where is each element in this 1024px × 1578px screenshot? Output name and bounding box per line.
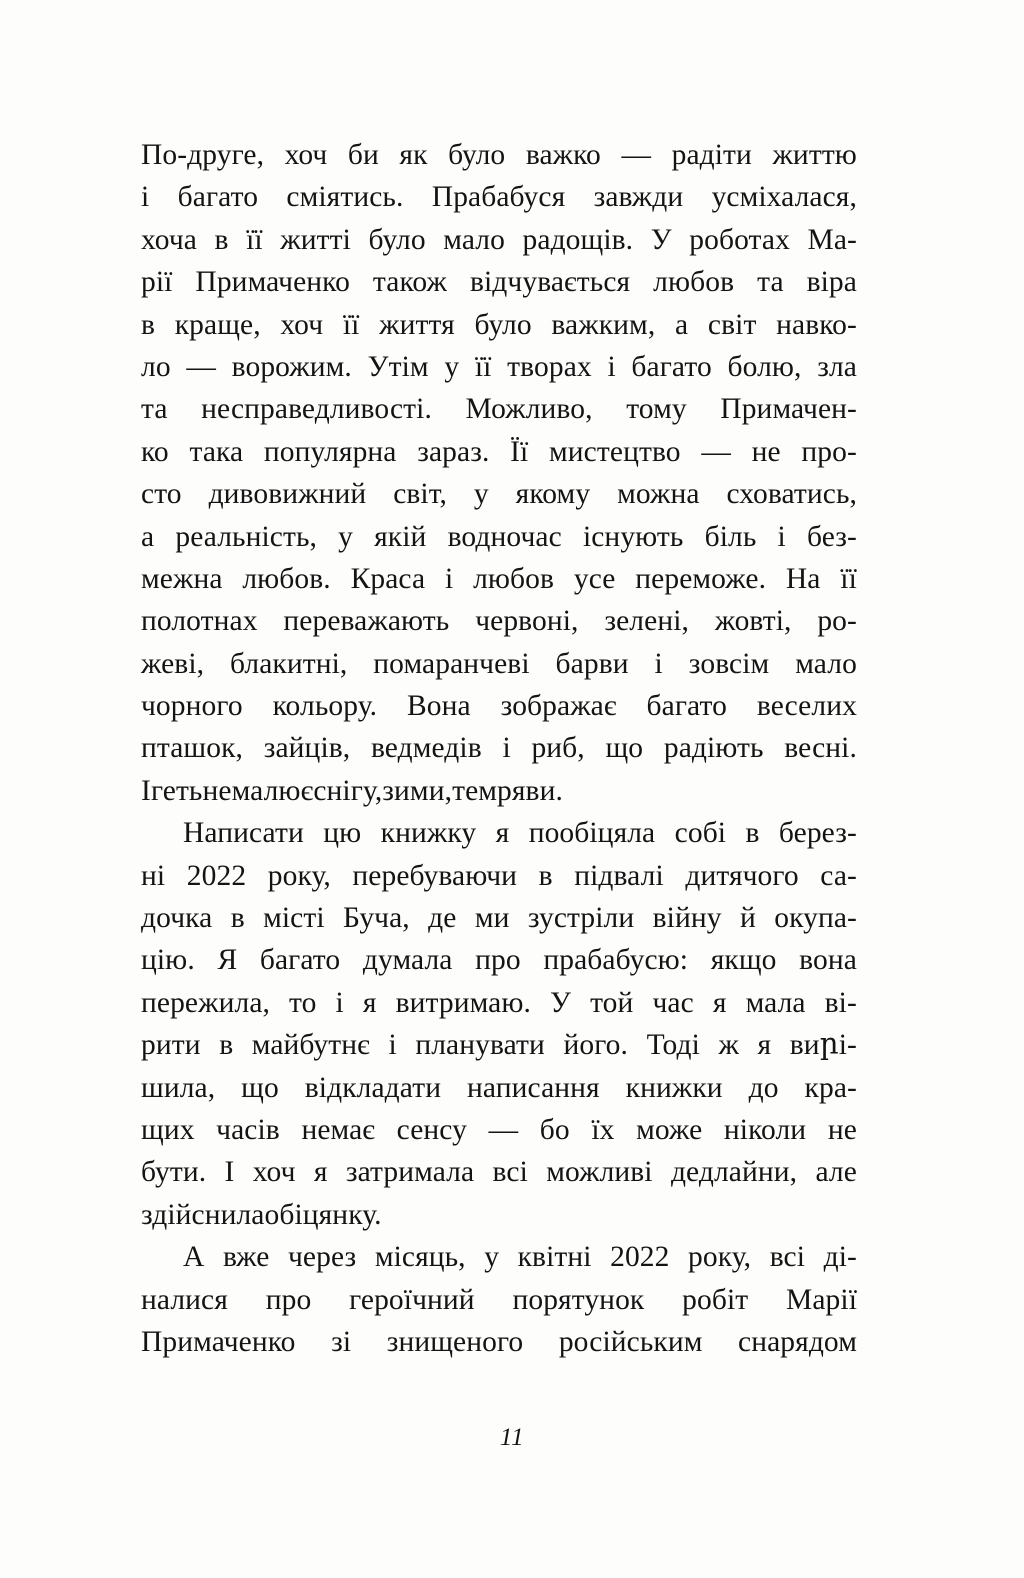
text-line [141,685,857,727]
word: Ма- [807,223,857,256]
text-line [141,812,857,854]
word: місті [263,902,325,935]
word: ві- [824,986,857,1019]
word: цю [323,817,362,850]
word: її [840,562,857,595]
word: любов [653,266,735,299]
word: популярна [263,435,397,468]
word: мистецтво [549,435,681,468]
word: дитячого [685,859,799,892]
word: якій [374,520,427,553]
word: кра- [804,1071,857,1104]
text-line [141,939,857,981]
word: Її [510,435,529,468]
word: у [444,350,460,383]
word: переважають [283,605,450,638]
word: сміятись. [286,181,404,214]
word: якому [515,478,591,511]
word: і [654,647,663,680]
word: написання [467,1071,600,1104]
word: я [712,986,727,1019]
word: було [448,139,506,171]
word: в [230,902,245,935]
word: року, [688,1241,752,1274]
word: сховатись, [726,478,857,511]
word: би [347,139,379,171]
word: мало [795,647,857,680]
word: в [538,859,553,892]
word: що [605,732,644,765]
text-line [141,855,857,897]
text-line [141,261,857,303]
word: переможе. [635,562,767,595]
word: витримаю. [395,986,531,1019]
text-line [141,1024,857,1066]
word: усміхалася, [711,181,857,214]
word: сто [141,478,182,511]
word: Утім [367,350,429,383]
word: житті [280,223,351,256]
word: я [362,986,377,1019]
word: ко [141,435,169,468]
word: зараз. [417,435,490,468]
word: про [475,944,521,977]
word: Можливо, [465,393,593,426]
word: роботах [689,223,790,256]
text-line [141,982,857,1024]
word: але [815,1156,857,1189]
word: а [675,308,689,341]
word: думала [362,944,453,977]
word: може [636,1113,703,1146]
word: У [650,223,672,256]
word: ро- [817,605,857,638]
word: окупа- [774,902,857,935]
word: радощів. [522,223,634,256]
text-line [141,770,857,812]
word: обіцянку. [264,1198,382,1231]
word: зовсім [688,647,770,680]
word: не [827,1113,857,1146]
word: шила, [141,1071,216,1104]
word: робіт [682,1283,749,1316]
word: у [473,478,489,511]
word: любов [473,562,555,595]
word: полотнах [141,605,258,638]
text-line [141,558,857,600]
word: Марії [786,1283,857,1316]
word: важко [525,139,601,171]
word: зображає [500,690,617,723]
word: і [607,350,616,383]
word: вона [799,944,857,977]
text-line [141,176,857,218]
word: про [265,1283,312,1316]
word: ворожим. [231,350,352,383]
word: Буча, [343,902,410,935]
word: снарядом [738,1325,857,1358]
word: жеві, [141,647,205,680]
word: межна [141,562,223,595]
word: помаранчеві [373,647,530,680]
word: можливі [546,1156,653,1189]
text-line [141,134,857,176]
word: творах [507,350,592,383]
text-line [141,219,857,261]
word: тому [626,393,687,426]
word: без- [806,520,857,553]
word: якщо [710,944,777,977]
word: світ, [393,478,447,511]
word: — [488,1113,519,1146]
word: рії [141,266,173,299]
word: планувати [415,1029,545,1062]
word: пережила, [141,986,270,1019]
word: перебуваючи [352,859,518,892]
word: зла [817,350,857,383]
word: кольору. [272,690,378,723]
word: зустріли [527,902,635,935]
text-line [141,516,857,558]
text-line [141,727,857,769]
word: я [313,1156,328,1189]
word: зі [331,1325,352,1358]
word: дивовижний [208,478,367,511]
word: завжди [593,181,684,214]
word: і [388,1029,397,1062]
word: вже [222,1241,270,1274]
word: Примаченко [195,266,350,299]
word: знищеного [386,1325,524,1358]
word: той [590,986,634,1019]
word: було [474,308,532,341]
word: і [335,986,344,1019]
word: пообіцяла [528,817,656,850]
word: також [372,266,447,299]
word: зими, [382,774,453,807]
word: Прабабуся [431,181,566,214]
word: і [444,562,454,595]
word: чорного [141,690,243,723]
word: та [757,266,784,299]
word: їх [591,1113,615,1146]
word: в [141,308,156,341]
word: було [368,223,426,256]
word: виրі- [789,1029,857,1062]
word: 2022 [186,859,247,892]
word: квітні [517,1241,592,1274]
word: у [484,1241,500,1274]
word: Я [217,944,238,977]
word: життю [772,139,857,171]
word: що [241,1071,279,1104]
word: і [141,181,150,214]
word: ді- [823,1241,857,1274]
word: снігу, [313,774,383,807]
word: її [246,223,263,256]
word: до [748,1071,779,1104]
word: затримала [345,1156,475,1189]
text-line [141,388,857,430]
word: всі [492,1156,528,1189]
word: жовті, [714,605,792,638]
word: й [739,902,756,935]
word: малює [231,774,314,807]
word: існують [582,520,684,553]
word: бути. [141,1156,207,1189]
word: як [399,139,428,171]
word: Вона [406,690,471,723]
word: книжки [625,1071,723,1104]
word: де [428,902,457,935]
word: барви [555,647,629,680]
word: собі [674,817,727,850]
word: і [502,732,511,765]
word: реальність, [175,520,317,553]
word: віра [806,266,857,299]
word: 2022 [610,1241,670,1274]
word: Примаченко [141,1325,296,1358]
word: час [652,986,694,1019]
word: місяць, [374,1241,466,1274]
word: несправедливості. [201,393,432,426]
word: можна [617,478,700,511]
word: Краса [350,562,426,595]
word: ніколи [723,1113,807,1146]
word: червоні, [475,605,579,638]
word: краще, [174,308,261,341]
word: підвалі [574,859,664,892]
word: майбутнє [251,1029,370,1062]
word: темряви. [452,774,563,807]
text-line [141,1067,857,1109]
word: світ [707,308,757,341]
word: пташок, [141,732,244,765]
word: са- [820,859,857,892]
word: хоча [141,223,197,256]
word: А [183,1241,205,1274]
word: багато [259,944,341,977]
word: — [621,139,652,171]
word: болю, [727,350,802,383]
word: На [785,562,821,595]
word: через [287,1241,357,1274]
word: а [141,520,155,553]
word: щих [141,1113,195,1146]
text-line [141,1109,857,1151]
word: часів [216,1113,280,1146]
word: І [224,1156,235,1189]
word: дедлайни, [670,1156,798,1189]
word: По-друге, [141,139,265,171]
word: сенсу [396,1113,467,1146]
word: багато [177,181,259,214]
word: блакитні, [230,647,348,680]
word: — [186,350,216,383]
word: радіють [663,732,764,765]
word: всі [769,1241,806,1274]
word: життя [379,308,455,341]
word: про- [801,435,857,468]
word: Примачен- [720,393,857,426]
word: така [189,435,244,468]
word: та [141,393,168,426]
word: в [745,817,760,850]
word: Написати [183,817,304,850]
word: війну [652,902,722,935]
word: в [219,1029,234,1062]
word: Тоді [646,1029,700,1062]
word: року, [267,859,331,892]
word: біль [704,520,757,553]
word: не [751,435,781,468]
word: ведмедів [370,732,482,765]
word: цію. [141,944,195,977]
text-line [141,1279,857,1321]
word: в [214,223,229,256]
text-line [141,600,857,642]
text-line [141,1321,857,1363]
word: усе [573,562,616,595]
text-line [141,1194,857,1236]
word: російським [558,1325,703,1358]
word: хоч [252,1156,296,1189]
text-line [141,1151,857,1193]
word: його. [563,1029,629,1062]
word: її [474,350,492,383]
text-line [141,431,857,473]
word: героїчний [349,1283,475,1316]
word: то [289,986,317,1019]
word: багато [646,690,727,723]
word: я [495,817,510,850]
word: бо [539,1113,570,1146]
word: веселих [756,690,857,723]
word: весні. [784,732,857,765]
text-line [141,346,857,388]
word: зелені, [604,605,689,638]
word: радіти [671,139,752,171]
word: не [202,774,232,807]
word: риб, [531,732,585,765]
text-line [141,897,857,939]
word: здійснила [141,1198,265,1231]
word: мало [443,223,505,256]
word: зайців, [263,732,351,765]
word: ло [141,350,171,383]
word: мала [745,986,806,1019]
text-line [141,473,857,515]
word: порятунок [512,1283,645,1316]
page-body-text [141,134,857,1363]
word: У [550,986,572,1019]
word: її [342,308,360,341]
word: багато [631,350,712,383]
word: І [141,774,151,807]
word: налися [141,1283,228,1316]
word: навко- [776,308,857,341]
page-number: 11 [499,1424,525,1451]
word: ж [718,1029,739,1062]
word: у [338,520,353,553]
word: ми [474,902,510,935]
word: любов. [242,562,331,595]
word: прабабусю: [543,944,689,977]
word: хоч [280,308,324,341]
word: берез- [778,817,857,850]
word: водночас [447,520,562,553]
text-line [141,1236,857,1278]
word: ні [141,859,166,892]
word: дочка [141,902,213,935]
word: хоч [284,139,328,171]
word: немає [301,1113,376,1146]
word: геть [150,774,203,807]
word: — [701,435,731,468]
text-line [141,304,857,346]
word: відкладати [304,1071,442,1104]
word: і [777,520,786,553]
word: я [757,1029,772,1062]
word: книжку [380,817,477,850]
word: важким, [551,308,656,341]
word: відчувається [469,266,631,299]
word: рити [141,1029,201,1062]
text-line [141,643,857,685]
